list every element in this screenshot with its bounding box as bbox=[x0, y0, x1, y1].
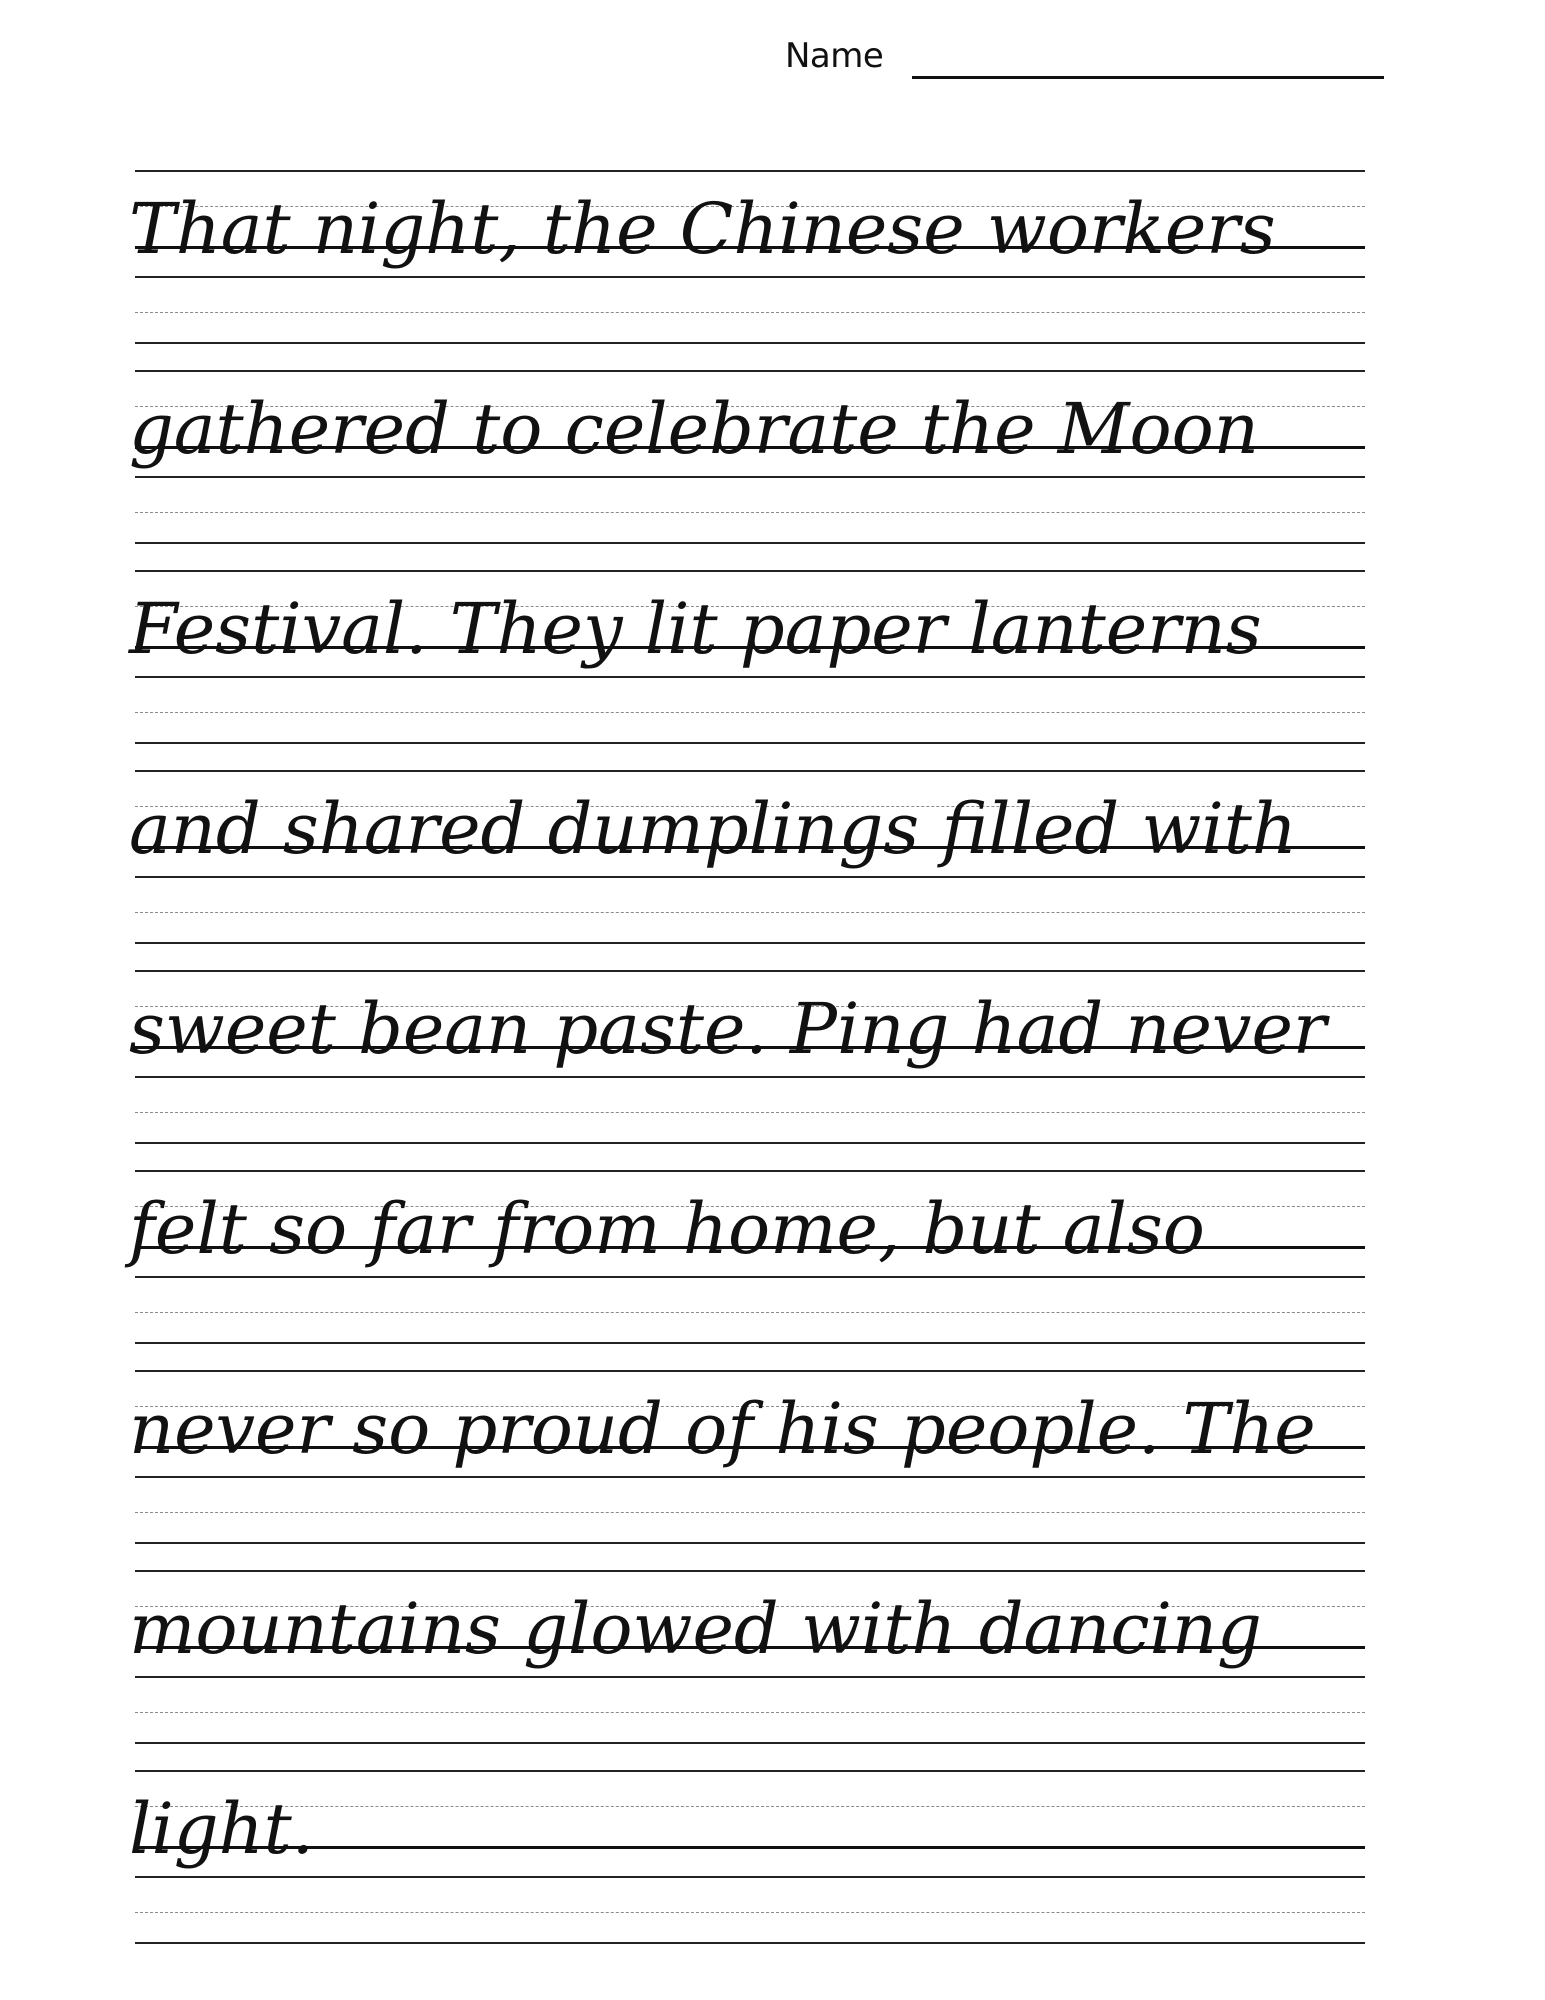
descender-rule bbox=[135, 276, 1365, 278]
writing-row bbox=[129, 1170, 1365, 1370]
cursive-text-line: light. bbox=[129, 1788, 315, 1870]
writing-row bbox=[129, 1570, 1365, 1770]
cursive-text-line: felt so far from home, but also bbox=[129, 1188, 1205, 1270]
practice-rule bbox=[135, 1142, 1365, 1144]
practice-midline-rule bbox=[135, 1712, 1365, 1713]
practice-midline-rule bbox=[135, 1112, 1365, 1113]
descender-rule bbox=[135, 1876, 1365, 1878]
practice-rule bbox=[135, 542, 1365, 544]
practice-midline-rule bbox=[135, 712, 1365, 713]
practice-midline-rule bbox=[135, 1912, 1365, 1913]
top-rule bbox=[135, 370, 1365, 372]
cursive-text-line: never so proud of his people. The bbox=[129, 1388, 1316, 1470]
top-rule bbox=[135, 970, 1365, 972]
name-field-line[interactable] bbox=[912, 76, 1384, 79]
practice-rule bbox=[135, 1542, 1365, 1544]
descender-rule bbox=[135, 1476, 1365, 1478]
practice-rule bbox=[135, 1942, 1365, 1944]
top-rule bbox=[135, 1170, 1365, 1172]
top-rule bbox=[135, 1570, 1365, 1572]
writing-row bbox=[129, 770, 1365, 970]
midline-rule bbox=[135, 1806, 1365, 1807]
top-rule bbox=[135, 770, 1365, 772]
writing-row bbox=[129, 1370, 1365, 1570]
practice-midline-rule bbox=[135, 312, 1365, 313]
descender-rule bbox=[135, 476, 1365, 478]
practice-rule bbox=[135, 1342, 1365, 1344]
top-rule bbox=[135, 1770, 1365, 1772]
practice-midline-rule bbox=[135, 512, 1365, 513]
cursive-text-line: mountains glowed with dancing bbox=[129, 1588, 1262, 1670]
practice-midline-rule bbox=[135, 1312, 1365, 1313]
cursive-text-line: and shared dumplings filled with bbox=[129, 788, 1297, 870]
top-rule bbox=[135, 170, 1365, 172]
practice-rule bbox=[135, 942, 1365, 944]
descender-rule bbox=[135, 676, 1365, 678]
writing-row bbox=[129, 1770, 1365, 1970]
descender-rule bbox=[135, 1076, 1365, 1078]
cursive-text-line: That night, the Chinese workers bbox=[129, 188, 1276, 270]
writing-row bbox=[129, 370, 1365, 570]
writing-row bbox=[129, 970, 1365, 1170]
top-rule bbox=[135, 570, 1365, 572]
practice-rule bbox=[135, 742, 1365, 744]
writing-row bbox=[129, 570, 1365, 770]
top-rule bbox=[135, 1370, 1365, 1372]
practice-midline-rule bbox=[135, 912, 1365, 913]
descender-rule bbox=[135, 876, 1365, 878]
baseline-rule bbox=[135, 1846, 1365, 1849]
cursive-text-line: Festival. They lit paper lanterns bbox=[129, 588, 1262, 670]
cursive-text-line: gathered to celebrate the Moon bbox=[129, 388, 1259, 470]
descender-rule bbox=[135, 1276, 1365, 1278]
practice-midline-rule bbox=[135, 1512, 1365, 1513]
practice-rule bbox=[135, 342, 1365, 344]
writing-row bbox=[129, 170, 1365, 370]
practice-rule bbox=[135, 1742, 1365, 1744]
descender-rule bbox=[135, 1676, 1365, 1678]
cursive-text-line: sweet bean paste. Ping had never bbox=[129, 988, 1327, 1070]
name-label: Name bbox=[785, 36, 884, 76]
